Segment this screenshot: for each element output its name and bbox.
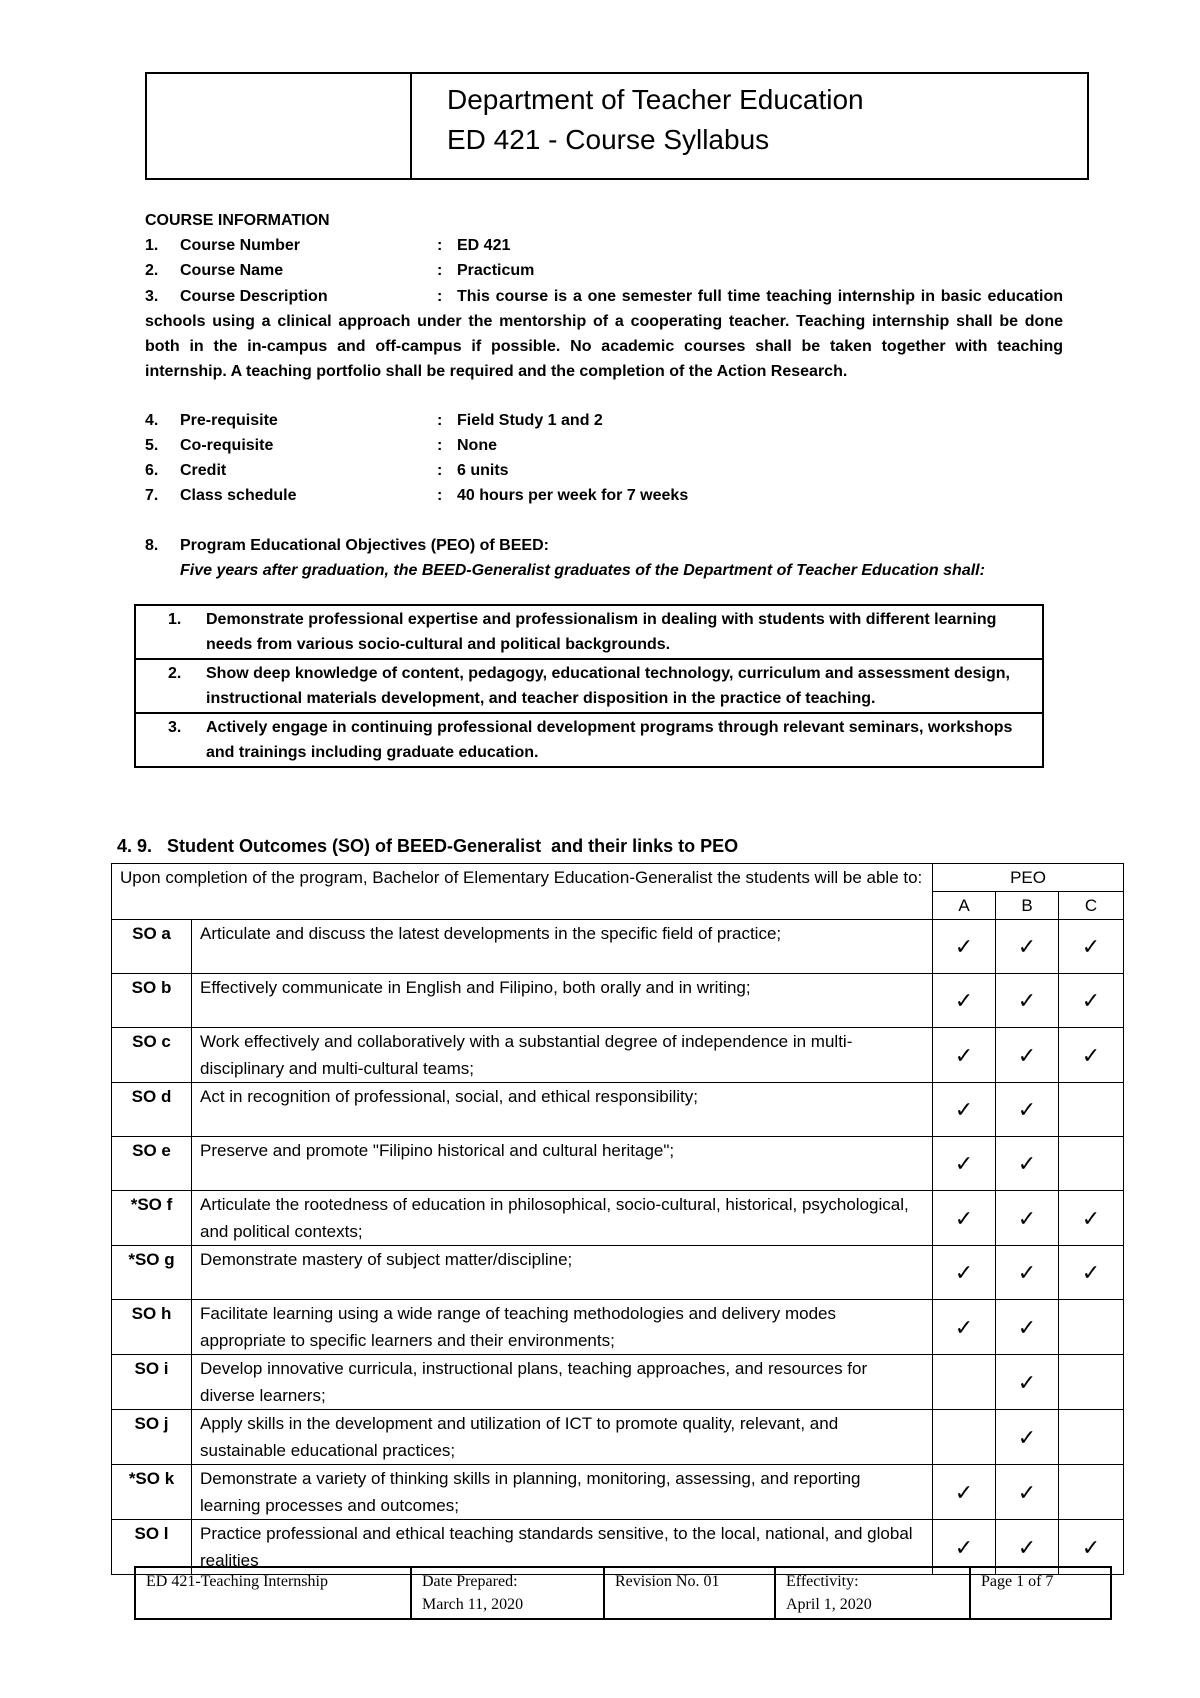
prerequisite-label: Pre-requisite (180, 412, 278, 429)
peo-link-c (1059, 1465, 1124, 1520)
peo-item (135, 605, 1043, 659)
peo-link-a (933, 1410, 996, 1465)
so-text: Articulate and discuss the latest developments in the specific field of practice; (192, 920, 933, 974)
prerequisite-row (145, 408, 1065, 433)
course-info-heading: COURSE INFORMATION (145, 212, 330, 229)
so-text: Work effectively and collaboratively with a substantial degree of independence in multi-disciplinary and multi-cultural teams; (192, 1028, 933, 1083)
item-number: 3. (145, 288, 159, 305)
peo-table (134, 604, 1044, 768)
peo-link-c (1059, 1028, 1124, 1083)
table-row (112, 1137, 1124, 1191)
so-code: SO b (112, 974, 192, 1028)
check-icon: ✓ (954, 1534, 974, 1560)
peo-link-c (1059, 1083, 1124, 1137)
check-icon: ✓ (1017, 1260, 1037, 1285)
peo-link-a (933, 920, 996, 974)
peo-heading-row (145, 533, 1065, 558)
course-description-text: This course is a one semester full time teaching internship in basic education schools using a clinical approach under the mentorship of a cooperating teacher. Teaching internship shall be done both in the in-campus and off-campus if possible. No academic courses shall be taken together with teaching internship. A teaching portfolio shall be required and the completion of the Action Research. (145, 288, 1063, 380)
course-name-label: Course Name (180, 262, 284, 279)
credit-value: 6 units (457, 462, 509, 479)
peo-col-c: C (1059, 892, 1124, 920)
corequisite-row (145, 433, 1065, 458)
colon: : (437, 412, 443, 429)
check-icon: ✓ (954, 1205, 974, 1231)
peo-column-header: PEO (933, 864, 1124, 892)
footer-date-value: March 11, 2020 (422, 1596, 524, 1613)
header-logo-cell (147, 74, 412, 178)
check-icon: ✓ (954, 1260, 974, 1285)
colon: : (437, 237, 443, 254)
so-table-body (112, 920, 1124, 1575)
peo-link-a (933, 1191, 996, 1246)
colon: : (437, 288, 443, 305)
so-text: Facilitate learning using a wide range of teaching methodologies and delivery modes appropriate to specific learners and their environments; (192, 1300, 933, 1355)
footer-effectivity-label: Effectivity: (786, 1573, 859, 1590)
item-number: 7. (145, 487, 159, 504)
colon: : (437, 262, 443, 279)
peo-link-c (1059, 1191, 1124, 1246)
so-code: SO i (112, 1355, 192, 1410)
colon: : (437, 437, 443, 454)
footer-effectivity (775, 1567, 970, 1619)
table-row (112, 1246, 1124, 1300)
table-header-row (112, 864, 1124, 892)
peo-number: 2. (168, 665, 182, 682)
course-number-value: ED 421 (457, 237, 511, 254)
check-icon: ✓ (1017, 1097, 1037, 1122)
peo-intro: Five years after graduation, the BEED-Generalist graduates of the Department of Teacher Education shall: (180, 562, 985, 579)
table-row (135, 659, 1043, 713)
check-icon: ✓ (1017, 988, 1037, 1013)
peo-link-c (1059, 1246, 1124, 1300)
item-number: 5. (145, 437, 159, 454)
peo-link-b (996, 1465, 1059, 1520)
check-icon: ✓ (954, 1314, 974, 1340)
peo-col-a: A (933, 892, 996, 920)
item-number: 1. (145, 237, 159, 254)
course-number-label: Course Number (180, 237, 301, 254)
so-text: Demonstrate mastery of subject matter/discipline; (192, 1246, 933, 1300)
peo-text: Show deep knowledge of content, pedagogy, educational technology, curriculum and assessment design, instructional materials development, and teacher disposition in the practice of teaching. (206, 665, 1010, 707)
table-row (135, 1567, 1111, 1619)
so-text: Practice professional and ethical teaching standards sensitive, to the local, national, and global realities (192, 1520, 933, 1575)
peo-link-c (1059, 1355, 1124, 1410)
peo-link-a (933, 1137, 996, 1191)
peo-link-a (933, 1246, 996, 1300)
peo-item (135, 713, 1043, 767)
peo-link-b (996, 1191, 1059, 1246)
check-icon: ✓ (954, 934, 974, 959)
peo-link-a (933, 1355, 996, 1410)
check-icon: ✓ (954, 1479, 974, 1505)
footer-page: Page 1 of 7 (970, 1567, 1111, 1619)
peo-link-a (933, 974, 996, 1028)
table-row (112, 920, 1124, 974)
credit-row (145, 458, 1065, 483)
peo-link-b (996, 1355, 1059, 1410)
so-code: SO d (112, 1083, 192, 1137)
footer-date (411, 1567, 604, 1619)
footer-effectivity-value: April 1, 2020 (786, 1596, 872, 1613)
course-number-row (145, 233, 1065, 258)
check-icon: ✓ (1017, 1042, 1037, 1068)
check-icon: ✓ (1017, 1479, 1037, 1505)
check-icon: ✓ (1017, 1314, 1037, 1340)
so-code: SO j (112, 1410, 192, 1465)
so-code: *SO g (112, 1246, 192, 1300)
so-text: Demonstrate a variety of thinking skills in planning, monitoring, assessing, and reporting learning processes and outcomes; (192, 1465, 933, 1520)
peo-link-a (933, 1028, 996, 1083)
peo-link-c (1059, 1137, 1124, 1191)
table-row (135, 713, 1043, 767)
prerequisite-value: Field Study 1 and 2 (457, 412, 603, 429)
class-schedule-value: 40 hours per week for 7 weeks (457, 487, 689, 504)
course-description (145, 284, 1063, 384)
item-number: 8. (145, 537, 159, 554)
so-heading: 4. 9. Student Outcomes (SO) of BEED-Generalist and their links to PEO (117, 836, 739, 856)
peo-heading: Program Educational Objectives (PEO) of BEED: (180, 537, 549, 554)
so-table (111, 863, 1124, 1575)
peo-link-c (1059, 1410, 1124, 1465)
peo-text: Actively engage in continuing professional development programs through relevant seminars, workshops and trainings including graduate education. (206, 719, 1013, 761)
so-code: SO c (112, 1028, 192, 1083)
peo-link-b (996, 1083, 1059, 1137)
header-title (447, 80, 864, 160)
document-footer (134, 1566, 1112, 1620)
class-schedule-label: Class schedule (180, 487, 297, 504)
item-number: 6. (145, 462, 159, 479)
peo-item (135, 659, 1043, 713)
check-icon: ✓ (1017, 1369, 1037, 1395)
item-number: 4. (145, 412, 159, 429)
check-icon: ✓ (954, 1042, 974, 1068)
check-icon: ✓ (1017, 1424, 1037, 1450)
footer-course: ED 421-Teaching Internship (135, 1567, 411, 1619)
check-icon: ✓ (1017, 1205, 1037, 1231)
corequisite-value: None (457, 437, 497, 454)
peo-link-c (1059, 920, 1124, 974)
check-icon: ✓ (1081, 934, 1101, 959)
peo-link-b (996, 1246, 1059, 1300)
so-code: *SO k (112, 1465, 192, 1520)
so-text: Apply skills in the development and utilization of ICT to promote quality, relevant, and sustainable educational practices; (192, 1410, 933, 1465)
so-text: Act in recognition of professional, social, and ethical responsibility; (192, 1083, 933, 1137)
department-name: Department of Teacher Education (447, 84, 864, 115)
check-icon: ✓ (1081, 1205, 1101, 1231)
table-row (112, 1300, 1124, 1355)
table-row (112, 1465, 1124, 1520)
item-number: 2. (145, 262, 159, 279)
check-icon: ✓ (1081, 988, 1101, 1013)
credit-label: Credit (180, 462, 227, 479)
peo-link-a (933, 1300, 996, 1355)
course-description-label: Course Description (180, 288, 328, 305)
check-icon: ✓ (954, 988, 974, 1013)
so-text: Articulate the rootedness of education in philosophical, socio-cultural, historical, psychological, and political contexts; (192, 1191, 933, 1246)
peo-link-b (996, 1028, 1059, 1083)
so-table-intro: Upon completion of the program, Bachelor of Elementary Education-Generalist the students will be able to: (112, 864, 933, 920)
peo-link-b (996, 974, 1059, 1028)
peo-link-b (996, 1137, 1059, 1191)
check-icon: ✓ (954, 1151, 974, 1176)
so-text: Preserve and promote "Filipino historical and cultural heritage"; (192, 1137, 933, 1191)
peo-link-c (1059, 974, 1124, 1028)
peo-link-b (996, 1300, 1059, 1355)
peo-link-a (933, 1083, 996, 1137)
table-row (112, 1355, 1124, 1410)
peo-number: 3. (168, 719, 182, 736)
so-code: *SO f (112, 1191, 192, 1246)
so-code: SO l (112, 1520, 192, 1575)
table-row (112, 1191, 1124, 1246)
table-row (112, 1410, 1124, 1465)
peo-link-b (996, 1410, 1059, 1465)
so-code: SO h (112, 1300, 192, 1355)
peo-link-c (1059, 1300, 1124, 1355)
peo-text: Demonstrate professional expertise and professionalism in dealing with students with different learning needs from various socio-cultural and political backgrounds. (206, 611, 997, 653)
table-row (112, 974, 1124, 1028)
colon: : (437, 487, 443, 504)
course-syllabus-title: ED 421 - Course Syllabus (447, 124, 770, 155)
peo-link-a (933, 1465, 996, 1520)
check-icon: ✓ (1081, 1260, 1101, 1285)
footer-date-label: Date Prepared: (422, 1573, 518, 1590)
table-row (112, 1083, 1124, 1137)
footer-revision: Revision No. 01 (604, 1567, 775, 1619)
check-icon: ✓ (1081, 1534, 1101, 1560)
so-text: Develop innovative curricula, instructional plans, teaching approaches, and resources for diverse learners; (192, 1355, 933, 1410)
table-row (135, 605, 1043, 659)
peo-link-b (996, 920, 1059, 974)
check-icon: ✓ (1017, 1534, 1037, 1560)
check-icon: ✓ (1017, 1151, 1037, 1176)
check-icon: ✓ (1081, 1042, 1101, 1068)
course-name-value: Practicum (457, 262, 535, 279)
corequisite-label: Co-requisite (180, 437, 274, 454)
peo-number: 1. (168, 611, 182, 628)
check-icon: ✓ (1017, 934, 1037, 959)
colon: : (437, 462, 443, 479)
header-box (145, 72, 1089, 180)
peo-col-b: B (996, 892, 1059, 920)
so-code: SO a (112, 920, 192, 974)
table-row (112, 1028, 1124, 1083)
check-icon: ✓ (954, 1097, 974, 1122)
class-schedule-row (145, 483, 1065, 508)
course-name-row (145, 258, 1065, 283)
so-text: Effectively communicate in English and Filipino, both orally and in writing; (192, 974, 933, 1028)
so-code: SO e (112, 1137, 192, 1191)
